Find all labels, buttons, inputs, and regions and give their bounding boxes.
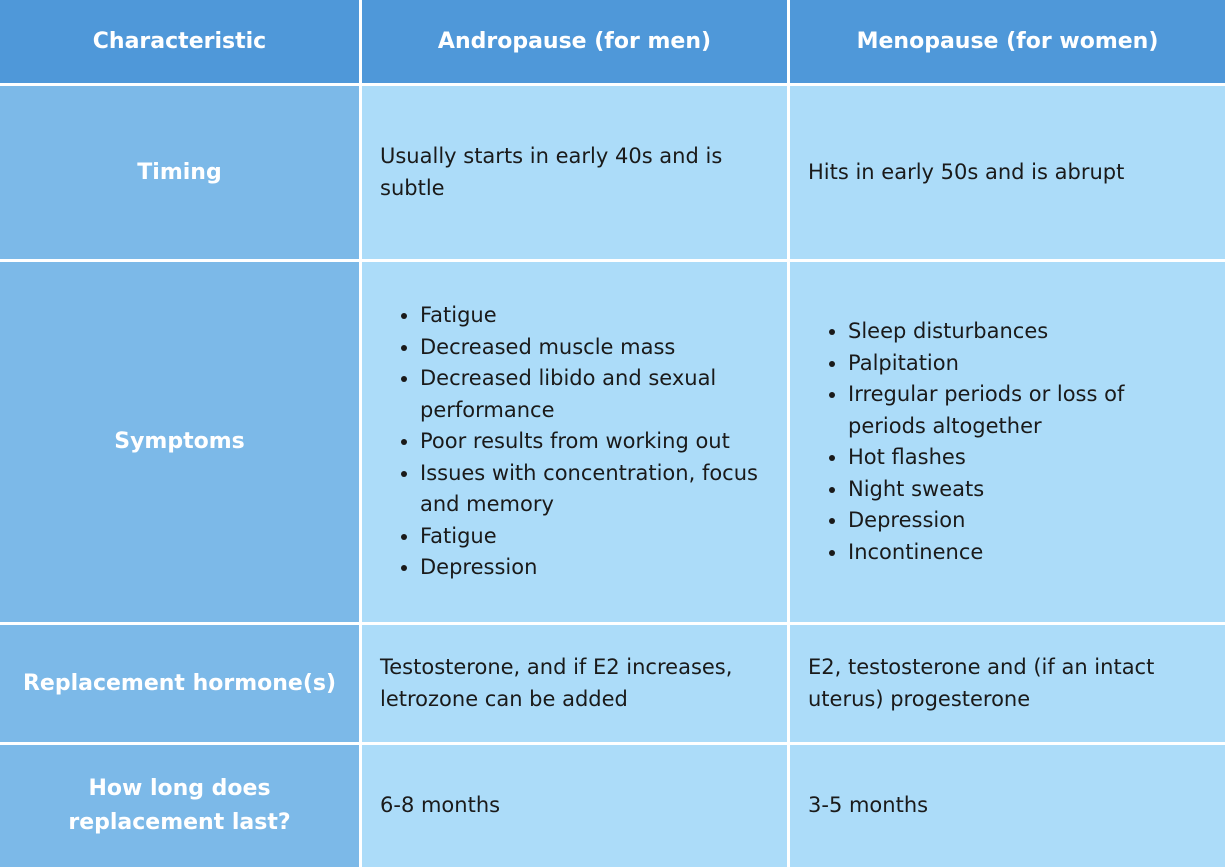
header-menopause	[790, 0, 1225, 86]
row-label-symptoms	[0, 262, 362, 625]
header-andropause	[362, 0, 790, 86]
list-item: • Hot flashes	[848, 442, 1205, 474]
cell-timing-men-text: Usually starts in early 40s and is subtle	[380, 144, 723, 200]
cell-symptoms-men	[362, 262, 790, 625]
header-andropause-text: Andropause (for men)	[437, 28, 712, 54]
cell-hormones-women-text: E2, testosterone and (if an intact uterus) progesterone	[808, 655, 1155, 711]
list-item: • Decreased muscle mass	[420, 332, 767, 364]
header-menopause-text: Menopause (for women)	[856, 28, 1159, 54]
list-item: • Incontinence	[848, 537, 1205, 569]
list-item: • Decreased libido and sexual performance	[420, 363, 767, 426]
row-label-duration-text: How long does replacement last?	[68, 776, 291, 835]
list-item: • Night sweats	[848, 474, 1205, 506]
cell-symptoms-women	[790, 262, 1225, 625]
cell-duration-men-text: 6-8 months	[380, 793, 501, 818]
list-item: • Poor results from working out	[420, 426, 767, 458]
row-label-symptoms-text: Symptoms	[114, 429, 245, 454]
list-item: • Depression	[848, 505, 1205, 537]
symptoms-men-list	[380, 300, 767, 584]
symptoms-women-list	[808, 316, 1205, 568]
row-label-duration	[0, 745, 362, 867]
list-item: • Depression	[420, 552, 767, 584]
list-item: • Palpitation	[848, 348, 1205, 380]
header-characteristic-text: Characteristic	[92, 28, 267, 54]
cell-timing-women	[790, 86, 1225, 262]
row-label-replacement-hormones	[0, 625, 362, 745]
list-item: • Fatigue	[420, 521, 767, 553]
cell-timing-men	[362, 86, 790, 262]
cell-duration-women	[790, 745, 1225, 867]
list-item: • Fatigue	[420, 300, 767, 332]
row-label-replacement-hormones-text: Replacement hormone(s)	[22, 670, 337, 696]
list-item: • Irregular periods or loss of periods altogether	[848, 379, 1205, 442]
header-characteristic	[0, 0, 362, 86]
list-item: • Issues with concentration, focus and memory	[420, 458, 767, 521]
cell-duration-women-text: 3-5 months	[808, 793, 929, 818]
cell-hormones-women	[790, 625, 1225, 745]
row-label-timing-text: Timing	[137, 159, 222, 185]
row-label-timing	[0, 86, 362, 262]
cell-hormones-men	[362, 625, 790, 745]
cell-duration-men	[362, 745, 790, 867]
cell-hormones-men-text: Testosterone, and if E2 increases, letrozone can be added	[380, 655, 733, 711]
list-item: • Sleep disturbances	[848, 316, 1205, 348]
cell-timing-women-text: Hits in early 50s and is abrupt	[808, 159, 1125, 184]
